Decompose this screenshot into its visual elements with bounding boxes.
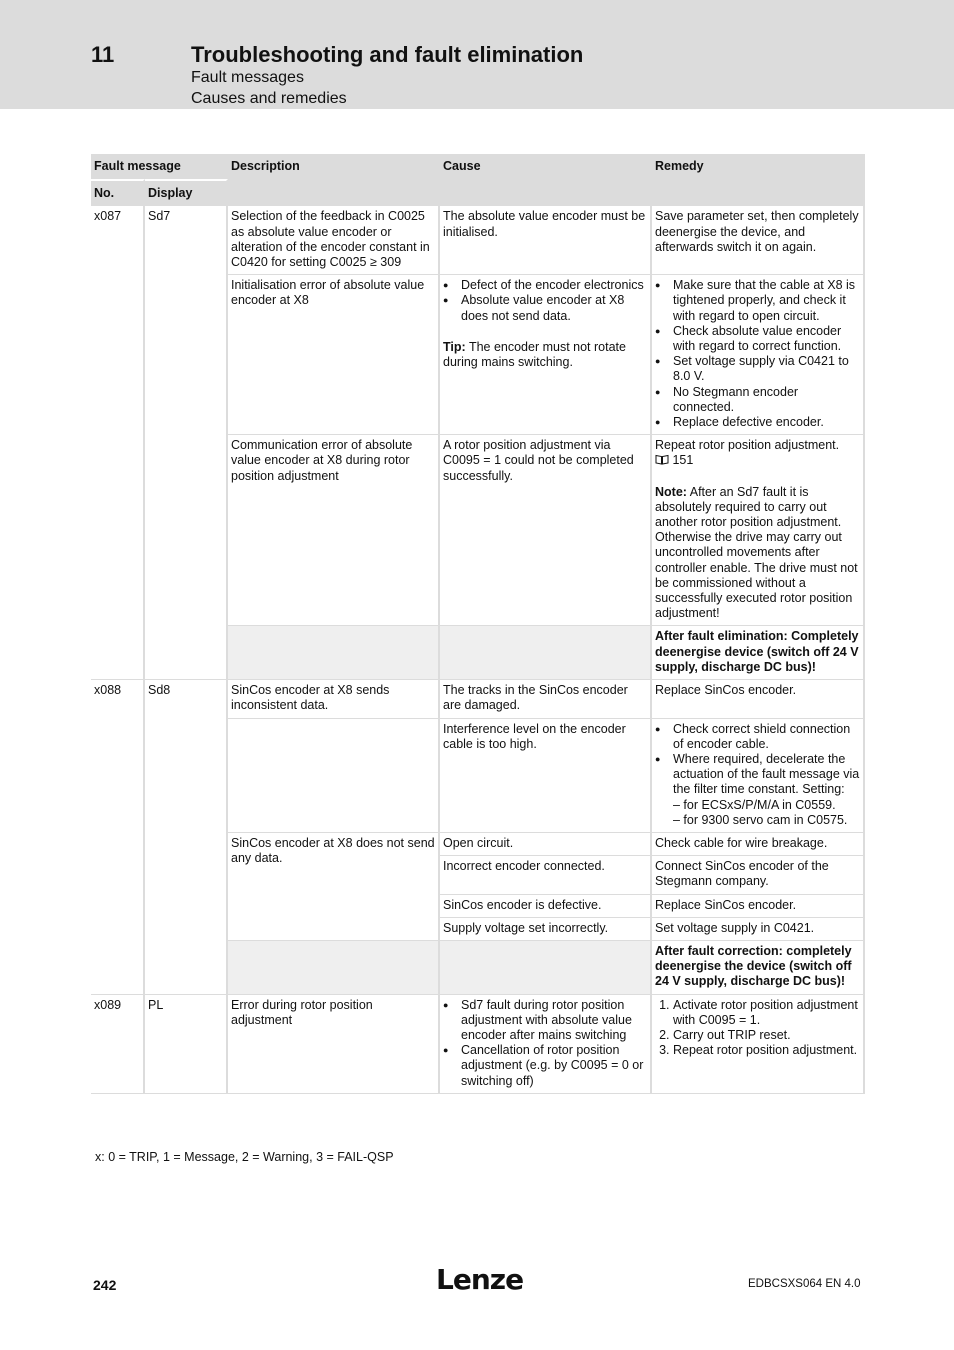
list-item: ● Check absolute value encoder with regard to correct function. [673,324,860,354]
cause-cell [440,275,652,435]
fault-display: Sd8 [145,680,228,994]
remedy-cell: Connect SinCos encoder of the Stegmann company. [652,856,865,894]
fault-number: x087 [91,206,145,680]
remedy-cell: Save parameter set, then completely deenergise the device, and afterwards switch it on again. [652,206,865,275]
list-item: ● Cancellation of rotor position adjustment (e.g. by C0095 = 0 or switching off) [461,1043,647,1089]
fault-display: Sd7 [145,206,228,680]
cause-cell: Interference level on the encoder cable is too high. [440,719,652,833]
list-item: ● Check correct shield connection of encoder cable. [673,722,860,752]
cause-cell: The absolute value encoder must be initialised. [440,206,652,275]
list-item: 1. Activate rotor position adjustment with C0095 = 1. [673,998,860,1028]
table-row [91,995,865,1094]
header-description: Description [228,154,440,206]
remedy-cell [652,719,865,833]
note-label: Note: [655,484,687,499]
list-item: ● Absolute value encoder at X8 does not send data. [461,293,647,323]
remedy-cell: Set voltage supply in C0421. [652,918,865,941]
section-subtitle-2: Causes and remedies [191,90,347,107]
cause-cell: SinCos encoder is defective. [440,895,652,918]
empty-cell [228,941,440,995]
note-body: After an Sd7 fault it is absolutely required to carry out another rotor position adjustment. Otherwise the drive may carry out uncontrolled movements after controller enable. The drive must not be commissioned without a successfully executed rotor position adjustment! [655,484,858,621]
remedy-cell [652,275,865,435]
fault-display: PL [145,995,228,1094]
list-item: 3. Repeat rotor position adjustment. [673,1043,860,1058]
tip-text [443,340,647,370]
cause-cell [440,995,652,1094]
header-fault-message: Fault message [91,154,228,179]
header-no: No. [91,179,145,206]
list-item [673,752,860,828]
description-cell: SinCos encoder at X8 does not send any data. [228,833,440,941]
description-cell: Initialisation error of absolute value encoder at X8 [228,275,440,435]
page-number: 242 [93,1277,117,1293]
sub-item: – for 9300 servo cam in C0575. [673,812,848,827]
chapter-title: Troubleshooting and fault elimination [191,42,584,67]
header-display: Display [145,179,228,206]
remedy-cell: Replace SinCos encoder. [652,680,865,718]
list-item: ● No Stegmann encoder connected. [673,385,860,415]
table-row [91,680,865,718]
description-cell: Communication error of absolute value encoder at X8 during rotor position adjustment [228,435,440,626]
remedy-cell: Replace SinCos encoder. [652,895,865,918]
reference-page: 151 [672,453,694,468]
brand-logo: Lenze [436,1263,524,1296]
empty-cell [440,941,652,995]
list-item-text: Where required, decelerate the actuation of the fault message via the filter time constant. Setting: [673,751,860,797]
table-row [91,206,865,275]
empty-cell [228,719,440,833]
header-cause: Cause [440,154,652,206]
empty-cell [440,626,652,680]
list-item: 2. Carry out TRIP reset. [673,1028,860,1043]
cause-cell: Incorrect encoder connected. [440,856,652,894]
description-cell: Error during rotor position adjustment [228,995,440,1094]
list-item: ● Make sure that the cable at X8 is tightened properly, and check it with regard to open circuit. [673,278,860,324]
footnote: x: 0 = TRIP, 1 = Message, 2 = Warning, 3 = FAIL-QSP [95,1150,394,1164]
cause-cell: Open circuit. [440,833,652,856]
list-item: ● Replace defective encoder. [673,415,860,430]
section-subtitle: Fault messages [191,69,304,86]
note-text [655,485,860,622]
remedy-cell: Check cable for wire breakage. [652,833,865,856]
list-item: ● Set voltage supply via C0421 to 8.0 V. [673,354,860,384]
sub-item: – for ECSxS/P/M/A in C0559. [673,797,836,812]
description-cell: SinCos encoder at X8 sends inconsistent data. [228,680,440,718]
chapter-number: 11 [91,42,115,67]
fault-number: x088 [91,680,145,994]
header-remedy: Remedy [652,154,865,206]
remedy-cell: After fault correction: completely deenergise the device (switch off 24 V supply, discharge DC bus)! [652,941,865,995]
empty-cell [228,626,440,680]
cause-cell: Supply voltage set incorrectly. [440,918,652,941]
list-item: ● Defect of the encoder electronics [461,278,647,293]
list-item: ● Sd7 fault during rotor position adjustment with absolute value encoder after mains switching [461,998,647,1044]
remedy-text: Repeat rotor position adjustment. [655,438,840,453]
remedy-cell [652,435,865,626]
fault-table [91,154,865,1094]
cause-cell: A rotor position adjustment via C0095 = 1 could not be completed successfully. [440,435,652,626]
description-cell: Selection of the feedback in C0025 as absolute value encoder or alteration of the encoder constant in C0420 for setting C0025 ≥ 309 [228,206,440,275]
remedy-cell: After fault elimination: Completely deenergise device (switch off 24 V supply, discharge DC bus)! [652,626,865,680]
book-icon [655,454,669,465]
document-reference: EDBCSXS064 EN 4.0 [748,1278,861,1290]
page-reference[interactable] [655,453,860,468]
tip-label: Tip: [443,339,466,354]
cause-cell: The tracks in the SinCos encoder are damaged. [440,680,652,718]
fault-number: x089 [91,995,145,1094]
tip-body: The encoder must not rotate during mains switching. [443,339,626,370]
remedy-cell [652,995,865,1094]
